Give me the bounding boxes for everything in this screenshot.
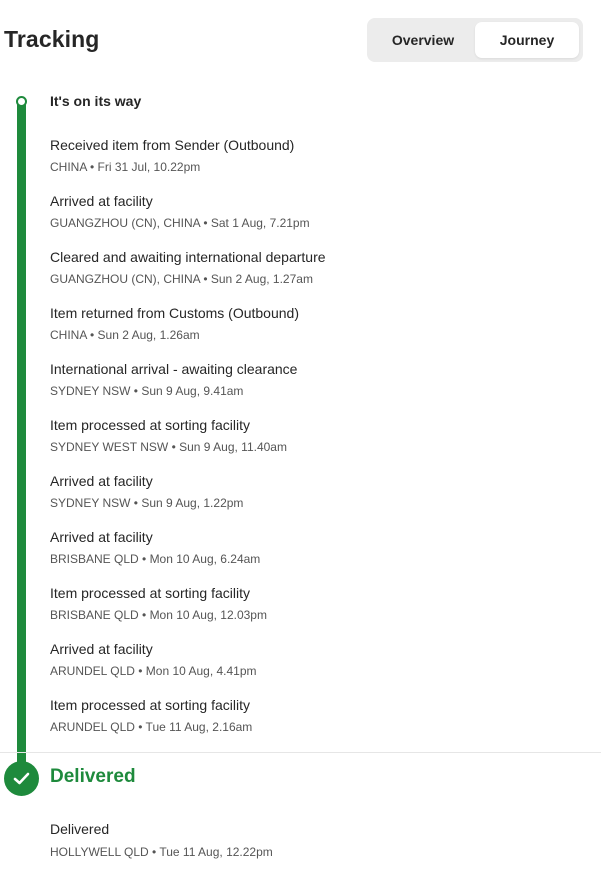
tracking-event xyxy=(50,417,590,473)
event-location-time: BRISBANE QLD • Mon 10 Aug, 12.03pm xyxy=(50,608,267,622)
check-icon xyxy=(13,771,30,786)
event-title: Item returned from Customs (Outbound) xyxy=(50,305,299,321)
event-title: Item processed at sorting facility xyxy=(50,585,250,601)
event-title: Arrived at facility xyxy=(50,193,153,209)
tracking-event xyxy=(50,697,590,753)
event-title: International arrival - awaiting clearance xyxy=(50,361,298,377)
event-title: Arrived at facility xyxy=(50,529,153,545)
tracking-event xyxy=(50,529,590,585)
tracking-event xyxy=(50,473,590,529)
event-title: Item processed at sorting facility xyxy=(50,697,250,713)
timeline-progress-line xyxy=(17,103,26,765)
section-divider xyxy=(0,752,601,753)
timeline-start-dot xyxy=(16,96,27,107)
event-location-time: GUANGZHOU (CN), CHINA • Sat 1 Aug, 7.21pm xyxy=(50,216,310,230)
event-location-time: CHINA • Fri 31 Jul, 10.22pm xyxy=(50,160,201,174)
status-heading: It's on its way xyxy=(50,93,142,109)
event-title: Arrived at facility xyxy=(50,641,153,657)
event-location-time: CHINA • Sun 2 Aug, 1.26am xyxy=(50,328,200,342)
view-toggle xyxy=(367,18,583,62)
tracking-event xyxy=(50,641,590,697)
event-location-time: ARUNDEL QLD • Mon 10 Aug, 4.41pm xyxy=(50,664,257,678)
event-location-time: HOLLYWELL QLD • Tue 11 Aug, 12.22pm xyxy=(50,845,273,859)
delivered-heading: Delivered xyxy=(50,766,136,787)
event-title: Arrived at facility xyxy=(50,473,153,489)
tracking-event xyxy=(50,305,590,361)
event-location-time: BRISBANE QLD • Mon 10 Aug, 6.24am xyxy=(50,552,261,566)
tracking-event xyxy=(50,585,590,641)
page-title: Tracking xyxy=(4,26,100,52)
event-location-time: SYDNEY NSW • Sun 9 Aug, 9.41am xyxy=(50,384,244,398)
tracking-event xyxy=(50,361,590,417)
tracking-event-list xyxy=(50,137,590,753)
tab-overview[interactable]: Overview xyxy=(391,32,455,48)
tracking-event-delivered xyxy=(50,821,273,859)
event-location-time: ARUNDEL QLD • Tue 11 Aug, 2.16am xyxy=(50,720,253,734)
event-title: Delivered xyxy=(50,821,110,837)
event-location-time: SYDNEY WEST NSW • Sun 9 Aug, 11.40am xyxy=(50,440,287,454)
tracking-event xyxy=(50,249,590,305)
event-title: Cleared and awaiting international departure xyxy=(50,249,326,265)
event-title: Received item from Sender (Outbound) xyxy=(50,137,295,153)
header xyxy=(0,0,601,80)
event-title: Item processed at sorting facility xyxy=(50,417,250,433)
tab-journey[interactable]: Journey xyxy=(475,22,579,58)
tracking-event xyxy=(50,137,590,193)
delivered-status-marker xyxy=(4,761,39,796)
event-location-time: GUANGZHOU (CN), CHINA • Sun 2 Aug, 1.27am xyxy=(50,272,313,286)
event-location-time: SYDNEY NSW • Sun 9 Aug, 1.22pm xyxy=(50,496,244,510)
tracking-event xyxy=(50,193,590,249)
